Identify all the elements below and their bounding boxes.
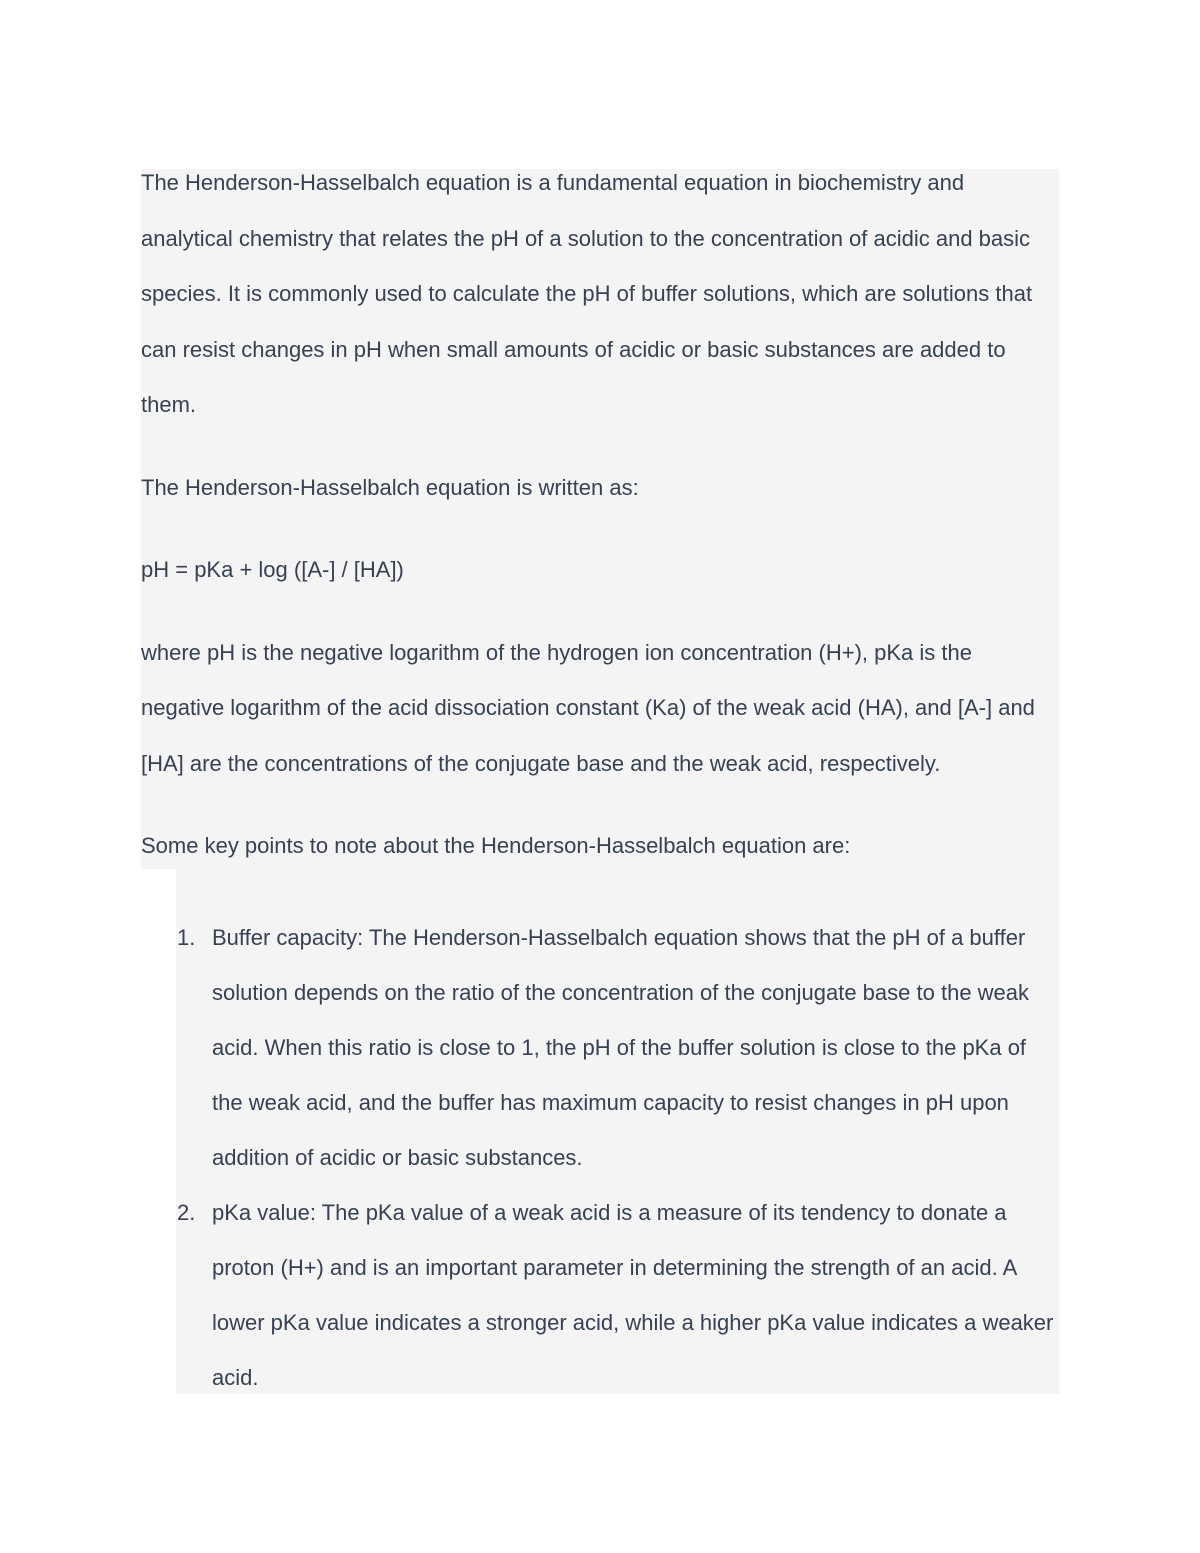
equation-line: pH = pKa + log ([A-] / [HA]) [141, 557, 404, 582]
list-item-number: 1. [177, 925, 196, 950]
equation-intro-line: The Henderson-Hasselbalch equation is written as: [141, 474, 639, 500]
intro-paragraph: The Henderson-Hasselbalch equation is a fundamental equation in biochemistry and analytical chemistry that relates the pH of a solution to the concentration of acidic and basic species. It is commonly used to calculate the pH of buffer solutions, which are solutions that can resist changes in pH when small amounts of acidic or basic substances are added to them. [141, 170, 1033, 417]
list-item-text: pKa value: The pKa value of a weak acid is a measure of its tendency to donate a proton (H+) and is an important parameter in determining the strength of an acid. A lower pKa value indicates a stronger acid, while a higher pKa value indicates a weaker acid. [212, 1200, 1054, 1390]
list-item-text: Buffer capacity: The Henderson-Hasselbalch equation shows that the pH of a buffer solution depends on the ratio of the concentration of the conjugate base to the weak acid. When this ratio is close to 1, the pH of the buffer solution is close to the pKa of the weak acid, and the buffer has maximum capacity to resist changes in pH upon addition of acidic or basic substances. [212, 925, 1030, 1170]
definitions-paragraph: where pH is the negative logarithm of the hydrogen ion concentration (H+), pKa is the negative logarithm of the acid dissociation constant (Ka) of the weak acid (HA), and [A-] and [HA] are the concentrations of the conjugate base and the weak acid, respectively. [141, 639, 1035, 776]
key-points-intro: Some key points to note about the Henderson-Hasselbalch equation are: [141, 833, 851, 858]
key-points-list [141, 910, 1059, 1405]
list-item [141, 1185, 1059, 1405]
list-item-number: 2. [177, 1200, 196, 1225]
list-item [141, 910, 1059, 1185]
document-body [141, 155, 1059, 901]
